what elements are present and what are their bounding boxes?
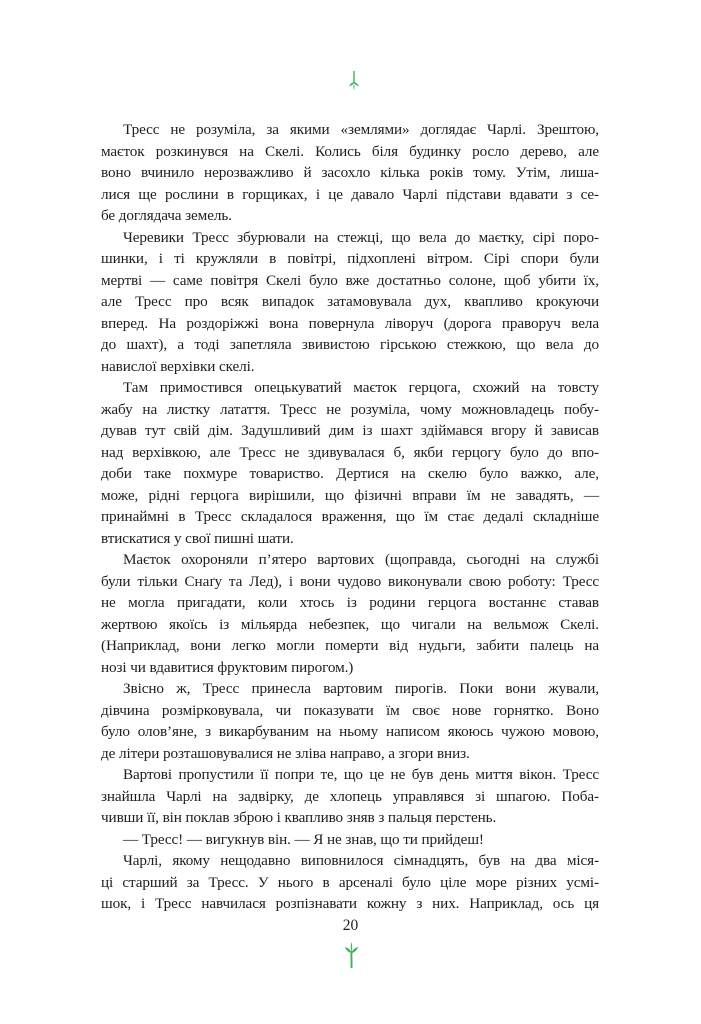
text-line: де літери розташовувалися не зліва направо, а згори вниз. xyxy=(101,744,470,762)
text-line: втискатися у свої пишні шати. xyxy=(101,529,294,547)
text-line: воно вчинило нерозважливо й засохло кілька років тому. Утім, лиша- xyxy=(101,164,599,181)
text-line: Вартові пропустили її попри те, що це не був день миття вікон. Тресс xyxy=(123,766,599,783)
text-line: бе доглядача земель. xyxy=(101,207,232,224)
text-line: дував тут свій дім. Задушливий дим із шахт здіймався вгору й зависав xyxy=(101,422,599,439)
text-line: шинки, і ті кружляли в повітрі, підхоплені вітром. Сірі спори були xyxy=(101,250,599,267)
page-number: 20 xyxy=(342,917,359,934)
text-line: жабу на листку латаття. Тресс не розуміла, чому можновладець побу- xyxy=(101,400,599,418)
text-line: але Тресс про всяк випадок затамовувала дух, квапливо крокуючи xyxy=(101,293,599,310)
text-line: навислої верхівки скелі. xyxy=(101,357,255,375)
sprout-up-icon xyxy=(342,941,361,968)
text-line: мертві — саме повітря Скелі було вже достатньо солоне, щоб убити їх, xyxy=(101,271,599,289)
text-line: ці старший за Тресс. У нього в арсеналі було ціле море різних усмі- xyxy=(101,873,599,891)
text-line: Тресс не розуміла, за якими «землями» доглядає Чарлі. Зрештою, xyxy=(123,121,599,138)
text-line: маєток розкинувся на Скелі. Колись біля будинку росло дерево, але xyxy=(101,142,599,160)
text-line: Маєток охороняли п’ятеро вартових (щоправда, сьогодні на службі xyxy=(123,551,599,568)
text-line: шок, і Тресс навчилася розпізнавати кожну з них. Наприклад, ось ця xyxy=(101,895,599,912)
text-line: не могла пригадати, коли хтось із родини герцога востаннє ставав xyxy=(101,594,599,611)
text-line: лися ще рослини в горщиках, і це давало Чарлі підстави вдавати з се- xyxy=(101,185,599,203)
text-line: Чарлі, якому нещодавно виповнилося сімнадцять, був на два міся- xyxy=(123,852,599,869)
text-line: Черевики Тресс збурювали на стежці, що вела до маєтку, сірі поро- xyxy=(123,228,599,246)
text-line: були тільки Снаґу та Лед), і вони чудово виконували свою роботу: Тресс xyxy=(101,572,599,590)
text-line: може, рідні герцога вирішили, що фізичні вправи їм не завадять, — xyxy=(101,486,599,504)
text-line: дівчина розмірковувала, чи показувати їм своє нове горнятко. Воно xyxy=(101,701,599,719)
text-line: (Наприклад, вони легко могли померти від нудьги, забити палець на xyxy=(101,637,599,654)
text-line: над верхівкою, але Тресс не здивувалася б, якби герцогу було до впо- xyxy=(101,443,599,461)
text-line: було олов’яне, з викарбуваним на ньому написом якоюсь чужою мовою, xyxy=(101,723,599,740)
text-line: доби таке похмуре товариство. Дертися на скелю було важко, але, xyxy=(101,465,599,482)
text-line: принаймні в Тресс складалося враження, що їм стає дедалі складніше xyxy=(101,508,599,525)
body-text xyxy=(101,119,599,915)
text-line: вперед. На роздоріжжі вона повернула ліворуч (дорога праворуч вела xyxy=(101,314,599,332)
sprout-down-icon xyxy=(347,71,361,91)
text-line: жертвою якоїсь із мільярда небезпек, що чигали на вельмож Скелі. xyxy=(101,615,599,633)
text-line: нозі чи вдавитися фруктовим пирогом.) xyxy=(101,658,354,676)
text-line: до шахт), а тоді запетляла звивистою гірською стежкою, що вела до xyxy=(101,336,599,353)
text-line: — Тресс! — вигукнув він. — Я не знав, що ти прийдеш! xyxy=(123,830,484,848)
text-line: знайшла Чарлі на задвірку, де хлопець управлявся зі шпагою. Поба- xyxy=(101,787,599,805)
text-line: Там примостився опецькуватий маєток герцога, схожий на товсту xyxy=(123,379,599,396)
text-line: Звісно ж, Тресс принесла вартовим пирогів. Поки вони жували, xyxy=(123,680,599,697)
text-line: чивши її, він поклав зброю і квапливо зняв з пальця перстень. xyxy=(101,809,497,826)
